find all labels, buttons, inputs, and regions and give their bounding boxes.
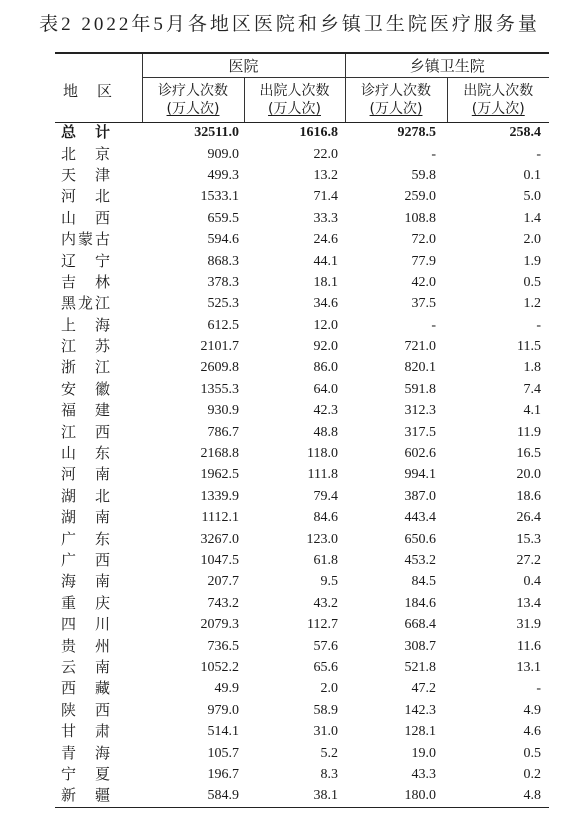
hospital-visits-cell: 1339.9 (200, 488, 239, 504)
township-visits-cell: 19.0 (411, 745, 437, 761)
hospital-discharges-cell: 22.0 (313, 146, 339, 162)
township-visits-cell: 47.2 (411, 681, 437, 697)
township-visits-cell: - (431, 317, 437, 333)
hospital-visits-cell: 196.7 (207, 766, 239, 782)
region-cell (55, 636, 142, 657)
hospital-discharges-cell: 34.6 (313, 296, 339, 312)
hospital-visits-cell: 743.2 (207, 595, 239, 611)
region-cell (55, 679, 142, 700)
table-row (55, 379, 549, 400)
hospital-visits-cell: 105.7 (207, 745, 239, 761)
township-discharges-cell: 0.5 (523, 745, 542, 761)
region-cell (55, 443, 142, 464)
region-cell (55, 721, 142, 742)
region-name: 甘 肃 (61, 724, 110, 741)
township-discharges-cell: 11.9 (517, 424, 542, 440)
township-discharges-cell: - (536, 681, 542, 697)
region-cell (55, 700, 142, 721)
hospital-discharges-cell: 9.5 (320, 574, 339, 590)
region-cell (55, 187, 142, 208)
township-discharges-cell: 13.4 (516, 595, 542, 611)
hospital-discharges-cell: 123.0 (306, 531, 339, 547)
column-name: 出院人次数 (259, 83, 330, 99)
region-cell (55, 786, 142, 807)
township-discharges-header (447, 78, 549, 123)
region-cell (55, 208, 142, 229)
region-name: 福 建 (61, 403, 110, 420)
table-row (55, 508, 549, 529)
hospital-visits-cell: 2079.3 (200, 617, 239, 633)
hospital-discharges-cell: 12.0 (313, 317, 339, 333)
region-name: 山 西 (61, 210, 110, 227)
hospital-visits-cell: 207.7 (207, 574, 239, 590)
township-discharges-cell: 5.0 (523, 189, 542, 205)
region-name: 内蒙古 (61, 232, 110, 249)
table-row (55, 422, 549, 443)
township-visits-cell: 721.0 (404, 339, 437, 355)
region-name: 北 京 (61, 146, 110, 163)
hospital-visits-cell: 2101.7 (200, 339, 239, 355)
region-name: 河 南 (61, 467, 110, 484)
region-cell (55, 336, 142, 357)
hospital-discharges-cell: 5.2 (320, 745, 339, 761)
hospital-discharges-cell: 64.0 (313, 381, 339, 397)
data-table (55, 52, 549, 808)
hospital-discharges-cell: 38.1 (244, 786, 345, 807)
region-cell (55, 294, 142, 315)
hospital-discharges-cell: 79.4 (313, 488, 339, 504)
region-cell (55, 272, 142, 293)
region-cell (55, 315, 142, 336)
region-name: 湖 北 (61, 488, 110, 505)
region-name: 天 津 (61, 167, 110, 184)
hospital-visits-cell: 1533.1 (200, 189, 239, 205)
hospital-discharges-cell: 33.3 (313, 210, 339, 226)
township-discharges-cell: 4.9 (523, 702, 542, 718)
township-visits-cell: 521.8 (404, 659, 437, 675)
region-cell (55, 123, 142, 144)
region-name: 青 海 (61, 745, 110, 762)
hospital-visits-cell: 378.3 (207, 274, 239, 290)
township-visits-cell: 72.0 (411, 232, 437, 248)
region-header-label: 地 区 (63, 83, 112, 100)
table-row (55, 144, 549, 165)
table-row (55, 529, 549, 550)
township-discharges-cell: 4.6 (523, 724, 542, 740)
township-visits-cell: 128.1 (404, 724, 437, 740)
hospital-visits-cell: 3267.0 (200, 531, 239, 547)
region-name: 西 藏 (61, 681, 110, 698)
region-cell (55, 657, 142, 678)
group-header-row (55, 53, 549, 78)
township-visits-cell: 59.8 (411, 167, 437, 183)
region-cell (55, 593, 142, 614)
hospital-visits-cell: 584.9 (142, 786, 244, 807)
region-cell (55, 572, 142, 593)
region-name: 江 西 (61, 424, 110, 441)
township-visits-cell: 387.0 (404, 488, 437, 504)
hospital-visits-cell: 514.1 (207, 724, 239, 740)
hospital-group-header: 医院 (142, 53, 345, 78)
hospital-visits-cell: 786.7 (207, 424, 239, 440)
hospital-discharges-cell: 112.7 (307, 617, 339, 633)
region-name: 四 川 (61, 617, 110, 634)
township-visits-cell: 77.9 (411, 253, 437, 269)
region-name: 山 东 (61, 446, 110, 463)
hospital-discharges-cell: 2.0 (320, 681, 339, 697)
hospital-discharges-cell: 18.1 (313, 274, 339, 290)
region-cell (55, 743, 142, 764)
township-visits-cell: 84.5 (411, 574, 437, 590)
region-cell (55, 486, 142, 507)
township-discharges-cell: 15.3 (516, 531, 542, 547)
township-discharges-cell: 7.4 (523, 381, 542, 397)
hospital-discharges-cell: 24.6 (313, 232, 339, 248)
hospital-visits-cell: 2168.8 (200, 446, 239, 462)
table-body (55, 123, 549, 808)
table-row (55, 251, 549, 272)
region-name: 河 北 (61, 189, 110, 206)
township-visits-header (345, 78, 447, 123)
region-cell (55, 529, 142, 550)
hospital-visits-cell: 736.5 (207, 638, 239, 654)
region-name: 浙 江 (61, 360, 110, 377)
township-discharges-cell: 2.0 (523, 232, 542, 248)
township-visits-cell: 43.3 (411, 766, 437, 782)
region-name: 海 南 (61, 574, 110, 591)
column-name: 诊疗人次数 (361, 83, 432, 99)
township-discharges-cell: 11.5 (517, 339, 542, 355)
township-discharges-cell: 1.4 (523, 210, 542, 226)
township-group-header: 乡镇卫生院 (345, 53, 549, 78)
hospital-discharges-cell: 13.2 (313, 167, 339, 183)
table-row (55, 743, 549, 764)
hospital-visits-cell: 930.9 (207, 403, 239, 419)
hospital-visits-cell: 868.3 (207, 253, 239, 269)
column-unit: (万人次) (166, 101, 220, 117)
township-visits-cell: 37.5 (411, 296, 437, 312)
hospital-visits-cell: 1962.5 (200, 467, 239, 483)
hospital-visits-cell: 1052.2 (200, 659, 239, 675)
region-name: 上 海 (61, 317, 110, 334)
table-title: 表2 2022年5月各地区医院和乡镇卫生院医疗服务量 (39, 14, 540, 35)
region-name: 广 东 (61, 531, 110, 548)
township-visits-cell: 259.0 (404, 189, 437, 205)
township-discharges-cell: 11.6 (517, 638, 542, 654)
column-unit: (万人次) (471, 101, 525, 117)
township-visits-cell: 443.4 (404, 510, 437, 526)
table-row (55, 165, 549, 186)
table-row (55, 229, 549, 250)
township-discharges-cell: 16.5 (516, 446, 542, 462)
region-name: 黑龙江 (61, 296, 110, 313)
region-name: 新 疆 (61, 788, 110, 805)
table-row (55, 294, 549, 315)
region-name: 辽 宁 (61, 253, 110, 270)
township-visits-cell: 453.2 (404, 553, 437, 568)
column-name: 诊疗人次数 (158, 83, 228, 99)
hospital-visits-header (142, 78, 244, 123)
township-visits-cell: 602.6 (404, 446, 437, 462)
hospital-visits-cell: 32511.0 (194, 125, 239, 141)
township-visits-cell: 42.0 (411, 274, 437, 290)
hospital-visits-cell: 612.5 (207, 317, 239, 333)
table-row (55, 721, 549, 742)
township-discharges-cell: 4.8 (447, 786, 549, 807)
table-row (55, 572, 549, 593)
township-discharges-cell: 0.5 (523, 274, 542, 290)
township-discharges-cell: 13.1 (516, 659, 542, 675)
table-header (55, 53, 549, 123)
region-name: 吉 林 (61, 274, 110, 291)
region-cell (55, 401, 142, 422)
region-name: 云 南 (61, 659, 110, 676)
region-cell (55, 358, 142, 379)
hospital-visits-cell: 1112.1 (201, 510, 239, 526)
township-discharges-cell: 1.2 (523, 296, 542, 312)
region-name: 重 庆 (61, 595, 110, 612)
township-visits-cell: 180.0 (345, 786, 447, 807)
table-row (55, 764, 549, 785)
region-name: 湖 南 (61, 510, 110, 527)
hospital-visits-cell: 979.0 (207, 702, 239, 718)
township-visits-cell: 650.6 (404, 531, 437, 547)
township-visits-cell: 312.3 (404, 403, 437, 419)
hospital-discharges-cell: 65.6 (313, 659, 339, 675)
hospital-discharges-cell: 61.8 (313, 553, 339, 568)
region-cell (55, 764, 142, 785)
hospital-visits-cell: 2609.8 (200, 360, 239, 376)
hospital-visits-cell: 594.6 (207, 232, 239, 248)
table-row (55, 465, 549, 486)
column-unit: (万人次) (369, 101, 423, 117)
township-discharges-cell: 31.9 (516, 617, 542, 633)
table-row (55, 443, 549, 464)
region-cell (55, 465, 142, 486)
township-discharges-cell: 0.2 (523, 766, 542, 782)
township-discharges-cell: 258.4 (509, 125, 542, 141)
hospital-discharges-header (244, 78, 345, 123)
table-row (55, 679, 549, 700)
township-visits-cell: 308.7 (404, 638, 437, 654)
table-row (55, 358, 549, 379)
hospital-discharges-cell: 71.4 (313, 189, 339, 205)
township-discharges-cell: 20.0 (516, 467, 542, 483)
hospital-discharges-cell: 8.3 (320, 766, 339, 782)
hospital-discharges-cell: 86.0 (313, 360, 339, 376)
region-cell (55, 144, 142, 165)
region-name: 江 苏 (61, 339, 110, 356)
township-visits-cell: 668.4 (404, 617, 437, 633)
township-visits-cell: - (431, 146, 437, 162)
table-row (55, 657, 549, 678)
hospital-discharges-cell: 57.6 (313, 638, 339, 654)
hospital-visits-cell: 525.3 (207, 296, 239, 312)
region-cell (55, 251, 142, 272)
hospital-discharges-cell: 84.6 (313, 510, 339, 526)
township-discharges-cell: 27.2 (516, 553, 542, 568)
region-header (55, 53, 142, 123)
region-name: 宁 夏 (61, 766, 110, 783)
township-visits-cell: 591.8 (404, 381, 437, 397)
township-discharges-cell: 1.8 (523, 360, 542, 376)
region-cell (55, 229, 142, 250)
township-discharges-cell: - (536, 146, 542, 162)
table-row (55, 593, 549, 614)
hospital-visits-cell: 659.5 (207, 210, 239, 226)
table-row (55, 187, 549, 208)
hospital-visits-cell: 49.9 (214, 681, 239, 697)
hospital-discharges-cell: 92.0 (313, 339, 339, 355)
hospital-discharges-cell: 31.0 (313, 724, 339, 740)
table-row (55, 486, 549, 507)
hospital-discharges-cell: 44.1 (313, 253, 339, 269)
township-visits-cell: 994.1 (404, 467, 437, 483)
hospital-visits-cell: 909.0 (207, 146, 239, 162)
region-name: 广 西 (61, 553, 110, 569)
township-discharges-cell: 0.4 (523, 574, 542, 590)
township-discharges-cell: 26.4 (516, 510, 542, 526)
region-name: 总 计 (61, 125, 110, 142)
table-row (55, 786, 549, 807)
table-row (55, 700, 549, 721)
township-discharges-cell: 4.1 (523, 403, 542, 419)
region-cell (55, 422, 142, 443)
region-name: 陕 西 (61, 702, 110, 719)
township-discharges-cell: - (536, 317, 542, 333)
township-visits-cell: 142.3 (404, 702, 437, 718)
column-name: 出院人次数 (463, 83, 534, 99)
township-discharges-cell: 18.6 (516, 488, 542, 504)
region-cell (55, 379, 142, 400)
hospital-discharges-cell: 118.0 (307, 446, 339, 462)
region-name: 安 徽 (61, 381, 110, 398)
table-row (55, 208, 549, 229)
township-visits-cell: 317.5 (404, 424, 437, 440)
table-row (55, 614, 549, 635)
table-row (55, 636, 549, 657)
township-visits-cell: 108.8 (404, 210, 437, 226)
township-visits-cell: 820.1 (404, 360, 437, 376)
total-row (55, 123, 549, 144)
region-name: 贵 州 (61, 638, 110, 655)
table-row (55, 401, 549, 422)
column-unit: (万人次) (268, 101, 321, 117)
table-row (55, 550, 549, 571)
hospital-discharges-cell: 43.2 (313, 595, 339, 611)
region-cell (55, 614, 142, 635)
hospital-visits-cell: 1355.3 (200, 381, 239, 397)
region-cell (55, 550, 142, 571)
hospital-discharges-cell: 1616.8 (299, 125, 339, 141)
hospital-discharges-cell: 42.3 (313, 403, 339, 419)
hospital-discharges-cell: 48.8 (313, 424, 339, 440)
table-row (55, 272, 549, 293)
hospital-visits-cell: 499.3 (207, 167, 239, 183)
township-visits-cell: 184.6 (404, 595, 437, 611)
region-cell (55, 508, 142, 529)
hospital-visits-cell: 1047.5 (200, 553, 239, 568)
hospital-discharges-cell: 58.9 (313, 702, 339, 718)
hospital-discharges-cell: 111.8 (307, 467, 339, 483)
township-discharges-cell: 1.9 (523, 253, 542, 269)
township-discharges-cell: 0.1 (523, 167, 542, 183)
table-row (55, 315, 549, 336)
region-cell (55, 165, 142, 186)
township-visits-cell: 9278.5 (397, 125, 437, 141)
table-row (55, 336, 549, 357)
